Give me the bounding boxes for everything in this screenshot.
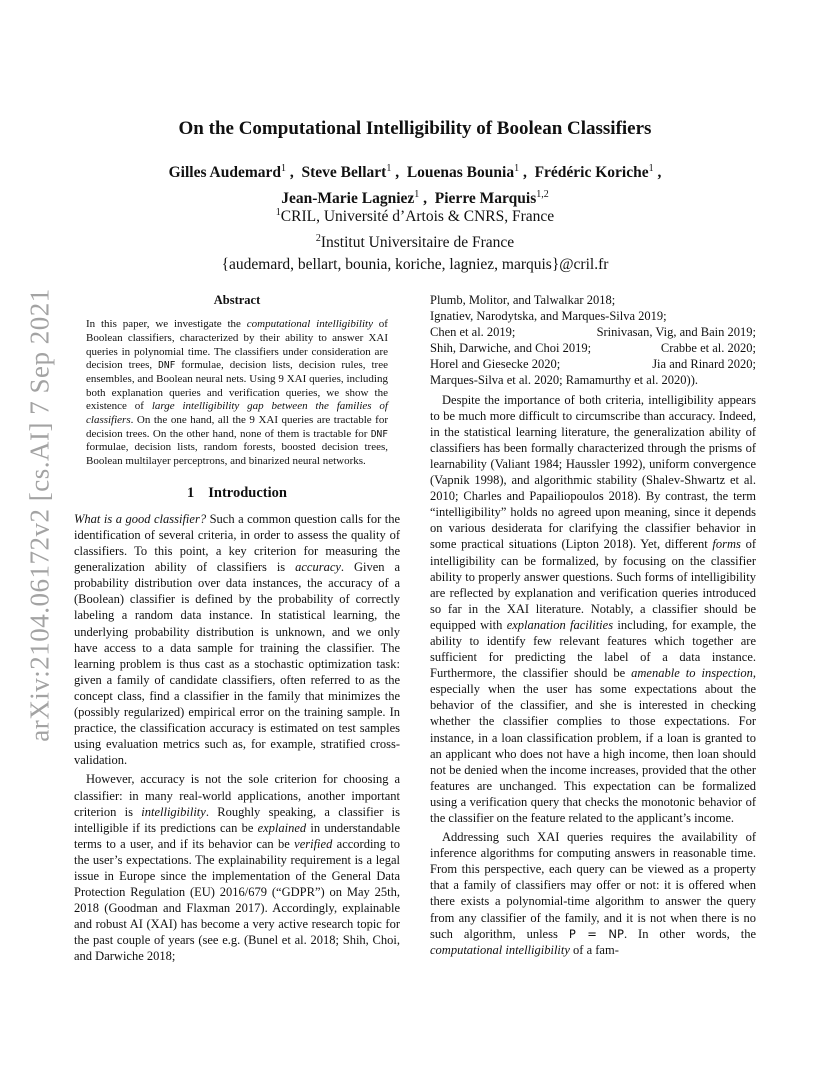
section-title: Introduction <box>208 484 287 501</box>
author-affil-mark: 1 <box>386 163 392 174</box>
author-name: Steve Bellart <box>301 164 387 182</box>
affiliation-text: CRIL, Université d’Artois & CNRS, France <box>280 208 555 226</box>
author-affil-mark: 1 <box>414 189 420 201</box>
email-line: {audemard, bellart, bounia, koriche, lagniez, marquis}@cril.fr <box>221 256 609 274</box>
paragraph: Despite the importance of both criteria, intelligibility appears to be much more difficult to circumscribe than accuracy. Indeed, in the statistical learning literature, the generalization ability of classifiers has been formally characterized through the prisms of learnability (Valiant 1984; Haussler 1992), uniform convergence (Vapnik 1998), and algorithmic stability (Shalev-Shwartz et al. 2010; Charles and Papailiopoulos 2018). By contrast, the term “intelligibility” holds no agreed upon meaning, since it depends on various desiderata for clarifying the classifier behavior in some practical situations (Lipton 2018). Yet, different forms of intelligibility can be formalized, by focusing on the classifier ability to properly answer questions. Such forms of intelligibility are reflected by explanation and verification queries introduced so far in the XAI literature. Notably, a classifier should be equipped with explanation facilities including, for example, the ability to identify few relevant features which together are sufficient for predicting the label of a data instance. Furthermore, the classifier should be amenable to inspection, especially when the user has some expectations about the behavior of the classifier, and she is interested in checking whether the classifier complies to those expectations. For instance, in a loan classification problem, if a loan is granted to an applicant who does not have a high income, then loan should not be denied when the income increases, provided that the other features are unchanged. This expectation can be formalized using a verification query that checks the monotonic behavior of the classifier on the feature related to the applicant’s income. <box>430 392 757 825</box>
author-list: Gilles Audemard$^1$ , Steve Bellart$^1$ , Louenas Bounia$^1$ , Frédéric Koriche$^1$ , Jean-Marie Lagniez$^1$ , Pierre Marquis$^{1,2}$ <box>168 163 662 208</box>
citation-line: Marques-Silva et al. 2020; Ramamurthy et al. 2020)). <box>430 373 698 388</box>
author-name: Frédéric Koriche <box>534 164 649 182</box>
author-affil-mark: 1 <box>648 163 654 174</box>
paragraph: Addressing such XAI queries requires the availability of inference algorithms for computing answers in reasonable time. From this perspective, each query can be viewed as a property that a family of classifiers may offer or not: it is offered when there exists a polynomial-time algorithm to answer the query from any classifier of the family, and it is not when there is no such algorithm, unless P = NP. In other words, the computational intelligibility of a fam- <box>430 830 757 957</box>
author-name: Pierre Marquis <box>434 190 537 208</box>
paper-title: On the Computational Intelligibility of Boolean Classifiers <box>178 118 652 139</box>
author-affil-mark: 1 <box>281 163 287 174</box>
affil-mark: 1 <box>275 207 281 218</box>
author-name: Louenas Bounia <box>406 164 515 182</box>
author-affil-mark: 1 <box>514 163 520 174</box>
citation-line: Chen et al. 2019; Srinivasan, Vig, and Bain 2019; <box>430 325 756 340</box>
section-heading-introduction <box>74 485 400 501</box>
citation-line: Horel and Giesecke 2020; Jia and Rinard 2020; <box>430 357 756 372</box>
citation-line: Shih, Darwiche, and Choi 2019; Crabbe et al. 2020; <box>430 341 756 356</box>
right-column <box>430 292 756 958</box>
left-column <box>74 292 400 965</box>
affiliation-text: Institut Universitaire de France <box>320 234 515 252</box>
affil-mark: 2 <box>315 233 321 245</box>
paragraph: However, accuracy is not the sole criterion for choosing a classifier: in many real-world applications, another important criterion is intelligibility. Roughly speaking, a classifier is intelligible if its predictions can be explained in understandable terms to a user, and if its behavior can be verified according to the user’s expectations. The explainability requirement is a legal issue in Europe since the implementation of the General Data Protection Regulation (EU) 2016/679 (“GDPR”) on May 25th, 2018 (Goodman and Flaxman 2017). Accordingly, explainable and robust AI (XAI) has become a very active research topic for the past couple of years (see e.g. (Bunel et al. 2018; Shih, Choi, and Darwiche 2018; <box>74 772 400 964</box>
affiliations <box>100 202 730 276</box>
author-affil-mark: 1,2 <box>536 189 549 201</box>
abstract-body: In this paper, we investigate the computational intelligibility of Boolean classifiers, characterized by their ability to answer XAI queries in polynomial time. The classifiers under consideration are decision trees, DNF formulae, decision lists, decision rules, tree ensembles, and Boolean neural nets. Using 9 XAI queries, including both explanation queries and verification queries, we show the existence of large intelligibility gap between the families of classifiers. On the one hand, all the 9 XAI queries are tractable for decision trees. On the other hand, none of them is tractable for DNF formulae, decision lists, random forests, boosted decision trees, Boolean multilayer perceptrons, and binarized neural networks. <box>86 318 388 468</box>
arxiv-identifier-stamp <box>20 280 60 750</box>
citation-line: Ignatiev, Narodytska, and Marques-Silva 2019; <box>430 309 667 324</box>
section-number: 1 <box>187 484 195 501</box>
citation-line: Plumb, Molitor, and Talwalkar 2018; <box>430 293 616 307</box>
paragraph: What is a good classifier? Such a common question calls for the identification of several criteria, in order to assess the quality of classifiers. To this point, a key criterion for measuring the generalization ability of classifiers is accuracy. Given a probability distribution over data instances, the accuracy of a (Boolean) classifier is defined by the probability of correctly labeling a random data instance. In statistical learning, the underlying probability distribution is unknown, and we only have access to a data sample for training the classifier. The learning problem is thus cast as a stochastic optimization task: given a family of candidate classifiers, often referred to as the concept class, find a classifier in the family that minimizes the (possibly regularized) empirical error on the training sample. In practice, the classification accuracy is estimated on test samples using evaluation metrics such as, for example, stratified cross-validation. <box>74 511 401 768</box>
arxiv-id-text: arXiv:2104.06172v2 [cs.AI] 7 Sep 2021 <box>24 288 55 742</box>
author-name: Gilles Audemard <box>168 164 282 182</box>
author-name: Jean-Marie Lagniez <box>281 190 415 208</box>
abstract-heading: Abstract <box>213 293 261 307</box>
